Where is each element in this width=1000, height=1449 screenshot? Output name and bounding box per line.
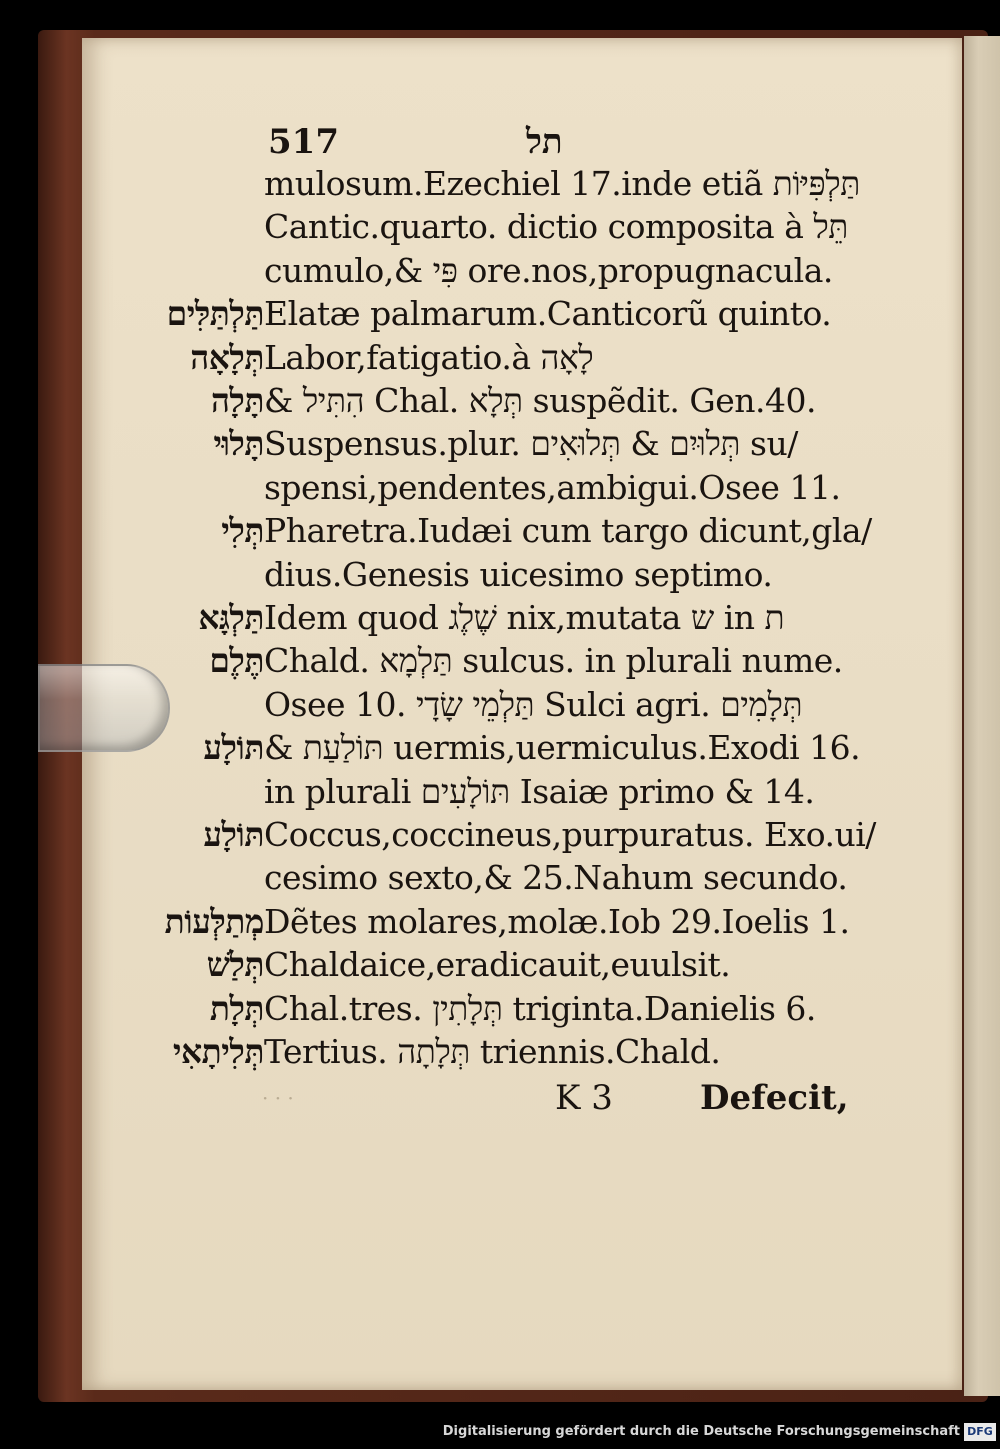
text-line: Elatæ palmarum.Canticorũ quinto. (264, 294, 832, 333)
text-line: Chaldaice,eradicauit,euulsit. (264, 945, 731, 984)
show-through-text: · · · (262, 1086, 294, 1110)
catchword: Defecit, (700, 1078, 849, 1118)
marginal-headword: תֶּלֶם (209, 641, 264, 680)
marginal-headword: מְתַלְּעוֹת (164, 902, 264, 941)
marginal-headword: תָּלוּי (213, 424, 264, 463)
running-head: תל (526, 122, 563, 162)
marginal-headword: תְּלָת (209, 989, 264, 1028)
text-line: mulosum.Ezechiel 17.inde etiã תַּלְפִּיּוֹת (264, 164, 860, 203)
page-header (268, 122, 808, 162)
text-line: Chald. תַּלְמָא sulcus. in plurali nume. (264, 641, 843, 680)
text-line: cesimo sexto,& 25.Nahum secundo. (264, 858, 848, 897)
text-line: & הִתִּיל Chal. תְּלָא suspẽdit. Gen.40. (264, 381, 816, 420)
facing-page-edge (964, 36, 1000, 1396)
text-line: & תּוֹלַעַת uermis,uermiculus.Exodi 16. (264, 728, 861, 767)
page-clip (38, 664, 170, 752)
marginal-headword: תְּלִיתָאִי (172, 1032, 264, 1071)
marginal-headword: תָּלָה (210, 381, 264, 420)
text-line: Coccus,coccineus,purpuratus. Exo.ui/ (264, 815, 876, 854)
text-line: spensi,pendentes,ambigui.Osee 11. (264, 468, 841, 507)
text-line: cumulo,& פִּי ore.nos,propugnacula. (264, 251, 833, 290)
marginal-headword: תּוֹלָע (203, 815, 264, 854)
text-line: Dẽtes molares,molæ.Iob 29.Ioelis 1. (264, 902, 850, 941)
text-line: Labor,fatigatio.à לָאָה (264, 338, 594, 377)
signature-mark: K 3 (555, 1078, 613, 1118)
marginal-headword: תְּלִי (221, 511, 264, 550)
text-line: Cantic.quarto. dictio composita à תֵּל (264, 207, 848, 246)
marginal-headword: תַּלְתַּלִּים (166, 294, 264, 333)
marginal-headword: תַּלְגָּא (198, 598, 264, 637)
dfg-logo-icon: DFG (964, 1423, 996, 1441)
text-line: Pharetra.Iudæi cum targo dicunt,gla/ (264, 511, 872, 550)
text-line: Tertius. תְּלָתָה triennis.Chald. (264, 1032, 721, 1071)
text-line: Chal.tres. תְּלָתִין triginta.Danielis 6. (264, 989, 816, 1028)
folio-number: 517 (268, 122, 339, 162)
footer-bar (0, 1403, 1000, 1449)
text-line: dius.Genesis uicesimo septimo. (264, 555, 773, 594)
text-line: Suspensus.plur. תְּלוּיִם & תְּלוּאִים su/ (264, 424, 798, 463)
text-line: Osee 10. תַּלְמֵי שָׂדָי Sulci agri. תְּלָמִים (264, 685, 803, 724)
marginal-headword: תְּלָאָה (190, 338, 264, 377)
marginal-headword: תְּלַשׁ (206, 945, 264, 984)
footer-credit: Digitalisierung gefördert durch die Deutsche Forschungsgemeinschaft (442, 1424, 960, 1439)
text-line: in plurali תּוֹלָעִים Isaiæ primo & 14. (264, 772, 815, 811)
text-line: Idem quod שֶׁלֶג nix,mutata ש in ת (264, 598, 785, 637)
marginal-headword: תּוֹלָע (203, 728, 264, 767)
